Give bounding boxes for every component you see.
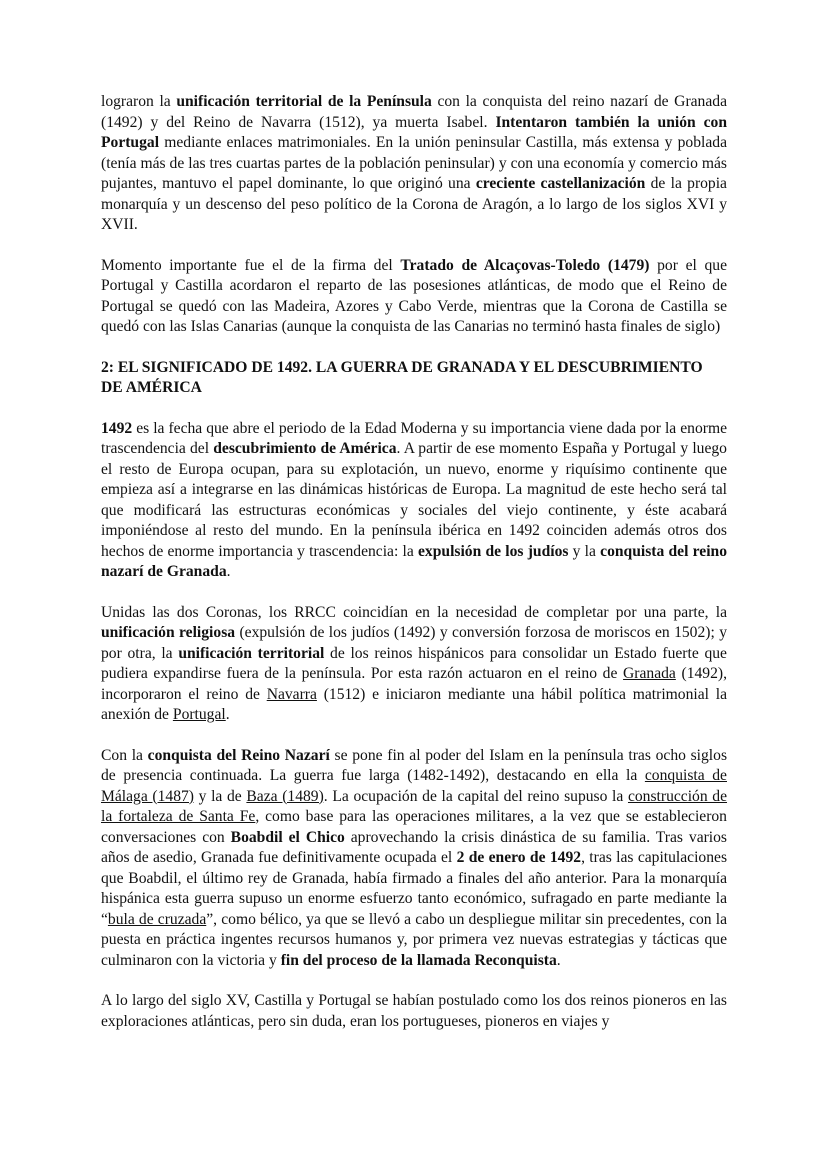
underlined-text: Granada — [623, 665, 676, 682]
underlined-text: conquista de Málaga (1487) — [101, 767, 727, 805]
underlined-text: Portugal — [172, 706, 226, 723]
text-run: . La ocupación de la capital del reino supuso la — [323, 787, 628, 805]
paragraph — [101, 746, 727, 972]
underlined-text: Navarra — [266, 685, 317, 703]
text-run: con la conquista del reino nazarí de Granada (1492) y del Reino de Navarra (1512), ya muerta Isabel. — [101, 93, 727, 131]
bold-text: 2 de enero de 1492 — [456, 849, 582, 866]
text-run: Con la — [101, 746, 148, 764]
bold-text: unificación territorial de la Península — [176, 93, 432, 110]
underlined-text: Baza (1489) — [246, 787, 324, 805]
bold-text: creciente castellanización — [475, 175, 646, 192]
text-run: (1492), incorporaron el reino de — [101, 665, 727, 703]
text-run: . — [556, 951, 561, 969]
paragraph — [101, 991, 727, 1032]
text-run: (expulsión de los judíos (1492) y conversión forzosa de moriscos en 1502); y por otra, la — [101, 624, 727, 662]
text-run: se pone fin al poder del Islam en la península tras ocho siglos de presencia continuada. La guerra fue larga (1482-1492), destacando en ella la — [101, 746, 728, 784]
paragraph — [101, 92, 727, 236]
bold-text: expulsión de los judíos — [418, 542, 569, 560]
bold-text: Tratado de Alcaçovas-Toledo (1479) — [400, 256, 650, 274]
text-run: . — [226, 563, 231, 580]
text-run: es la fecha que abre el periodo de la Edad Moderna y su importancia viene dada por la enorme trascendencia del — [101, 419, 727, 457]
bold-text: unificación territorial — [178, 644, 325, 662]
bold-text: 1492 — [101, 419, 133, 437]
text-run: lograron la — [101, 93, 177, 110]
text-run: , tras las capitulaciones que Boabdil, el último rey de Granada, había firmado a finales del año anterior. Para la monarquía hispánica esta guerra supuso un enorme esfuerzo tanto económico, sufragado en parte mediante la “ — [101, 849, 728, 928]
underlined-text: bula de cruzada — [107, 910, 207, 928]
bold-text: unificación religiosa — [101, 624, 236, 641]
bold-text: fin del proceso de la llamada Reconquista — [280, 951, 557, 969]
text-run: de la propia monarquía y un descenso del peso político de la Corona de Aragón, a lo largo de los siglos XVI y XVII. — [101, 175, 727, 233]
text-run: mediante enlaces matrimoniales. En la unión peninsular Castilla, más extensa y poblada (tenía más de las tres cuartas partes de la población peninsular) y con una economía y comercio más pujantes, mantuvo el papel dominante, lo que originó una — [101, 134, 727, 192]
paragraph — [101, 419, 727, 583]
text-run: por el que Portugal y Castilla acordaron el reparto de las posesiones atlánticas, de modo que el Reino de Portugal se quedó con las Madeira, Azores y Cabo Verde, mientras que la Corona de Castilla se quedó con las Islas Canarias (aunque la conquista de las Canarias no terminó hasta finales de siglo) — [101, 256, 727, 335]
text-run: de los reinos hispánicos para consolidar un Estado fuerte que pudiera expandirse fuera de la península. Por esta razón actuaron en el reino de — [101, 644, 727, 682]
text-run: 2: EL SIGNIFICADO DE 1492. LA GUERRA DE GRANADA Y EL DESCUBRIMIENTO DE AMÉRICA — [101, 358, 703, 396]
section-heading — [101, 358, 727, 399]
paragraph — [101, 256, 727, 338]
bold-text: Intentaron también la unión con Portugal — [101, 113, 727, 151]
bold-text: conquista del Reino Nazarí — [147, 746, 330, 764]
text-run: ”, como bélico, ya que se llevó a cabo un despliegue militar sin precedentes, con la puesta en práctica ingentes recursos humanos y, por primera vez nuevas estrategias y tácticas que culminaron con la victoria y — [101, 910, 727, 969]
document-body — [101, 92, 727, 1052]
text-run: y la de — [194, 787, 247, 805]
text-run: A lo largo del siglo XV, Castilla y Portugal se habían postulado como los dos reinos pioneros en las exploraciones atlánticas, pero sin duda, eran los portugueses, pioneros en viajes y — [101, 992, 727, 1030]
text-run: (1512) e iniciaron mediante una hábil política matrimonial la anexión de — [101, 685, 728, 723]
text-run: . — [225, 706, 230, 723]
text-run: Momento importante fue el de la firma del — [101, 256, 401, 274]
text-run: y la — [568, 542, 601, 560]
paragraph — [101, 603, 727, 726]
bold-text: Boabdil el Chico — [230, 828, 345, 846]
bold-text: conquista del reino nazarí de Granada — [101, 542, 728, 580]
text-run: , como base para las operaciones militares, a la vez que se establecieron conversaciones con — [101, 808, 727, 846]
underlined-text: construcción de la fortaleza de Santa Fe — [101, 787, 728, 825]
text-run: Unidas las dos Coronas, los RRCC coincidían en la necesidad de completar por una parte, la — [101, 603, 727, 621]
text-run: . A partir de ese momento España y Portugal y luego el resto de Europa ocupan, para su explotación, un nuevo, enorme y riquísimo continente que empieza así a integrarse en las dinámicas históricas de Europa. La magnitud de este hecho será tal que modificará las estructuras económicas y sociales del viejo continente, y éste acabará imponiéndose al resto del mundo. En la península ibérica en 1492 coinciden además otros dos hechos de enorme importancia y trascendencia: la — [101, 440, 727, 560]
bold-text: descubrimiento de América — [213, 440, 397, 457]
text-run: aprovechando la crisis dinástica de su familia. Tras varios años de asedio, Granada fue definitivamente ocupada el — [101, 828, 727, 866]
